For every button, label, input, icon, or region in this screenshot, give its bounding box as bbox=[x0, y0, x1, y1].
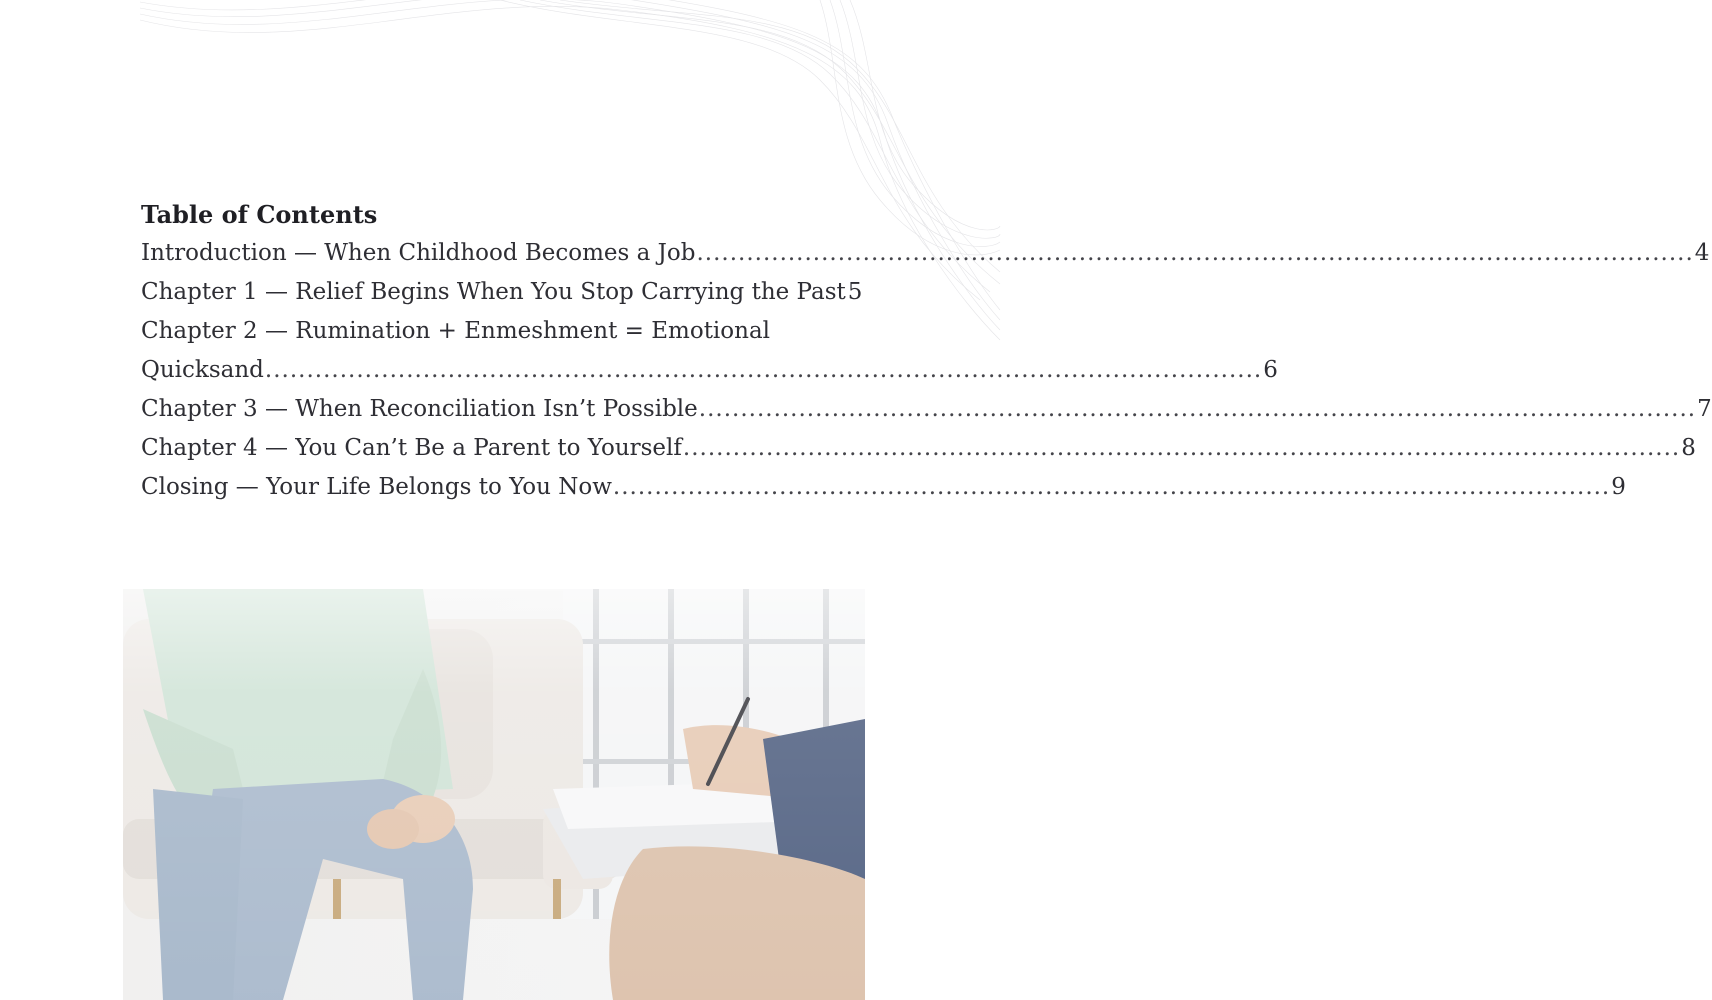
toc-entry-chapter-1[interactable] bbox=[141, 273, 863, 312]
toc-entry-page: 9 bbox=[1611, 474, 1626, 500]
toc-leader-dots: ........................................................................................................................ bbox=[696, 240, 1694, 266]
photo-illustration bbox=[123, 589, 865, 1000]
toc-entry-chapter-3[interactable] bbox=[141, 390, 1712, 429]
toc-entry-chapter-2[interactable] bbox=[141, 351, 1278, 390]
toc-entry-page: 6 bbox=[1263, 357, 1278, 383]
toc-leader-dots: ........................................................................................................................ bbox=[612, 474, 1611, 500]
toc-entry-title: Quicksand bbox=[141, 357, 264, 383]
toc-leader-dots: ........................................................................................................................ bbox=[682, 435, 1681, 461]
toc-entry-closing[interactable] bbox=[141, 468, 1626, 507]
toc-heading: Table of Contents bbox=[141, 200, 378, 229]
toc-entry-page: 7 bbox=[1697, 396, 1712, 422]
toc-entry-chapter-2-line1[interactable]: Chapter 2 — Rumination + Enmeshment = Emotional bbox=[141, 318, 771, 344]
toc-entry-title: Chapter 1 — Relief Begins When You Stop Carrying the Past bbox=[141, 279, 846, 305]
toc-entry-title: Chapter 3 — When Reconciliation Isn’t Possible bbox=[141, 396, 698, 422]
toc-entry-chapter-4[interactable] bbox=[141, 429, 1696, 468]
toc-entry-page: 4 bbox=[1694, 240, 1710, 266]
table-of-contents bbox=[141, 196, 1712, 507]
toc-entry-title: Introduction — When Childhood Becomes a Job bbox=[141, 240, 696, 266]
toc-entry-introduction[interactable] bbox=[141, 234, 1710, 273]
toc-leader-dots: ........................................................................................................................ bbox=[264, 357, 1263, 383]
toc-leader-dots: ........................................................................................................................ bbox=[698, 396, 1697, 422]
toc-entry-title: Closing — Your Life Belongs to You Now bbox=[141, 474, 612, 500]
toc-entry-page: 5 bbox=[847, 279, 863, 305]
toc-entry-page: 8 bbox=[1681, 435, 1696, 461]
toc-entry-title: Chapter 4 — You Can’t Be a Parent to Yourself bbox=[141, 435, 682, 461]
therapy-session-photo bbox=[123, 589, 865, 1000]
